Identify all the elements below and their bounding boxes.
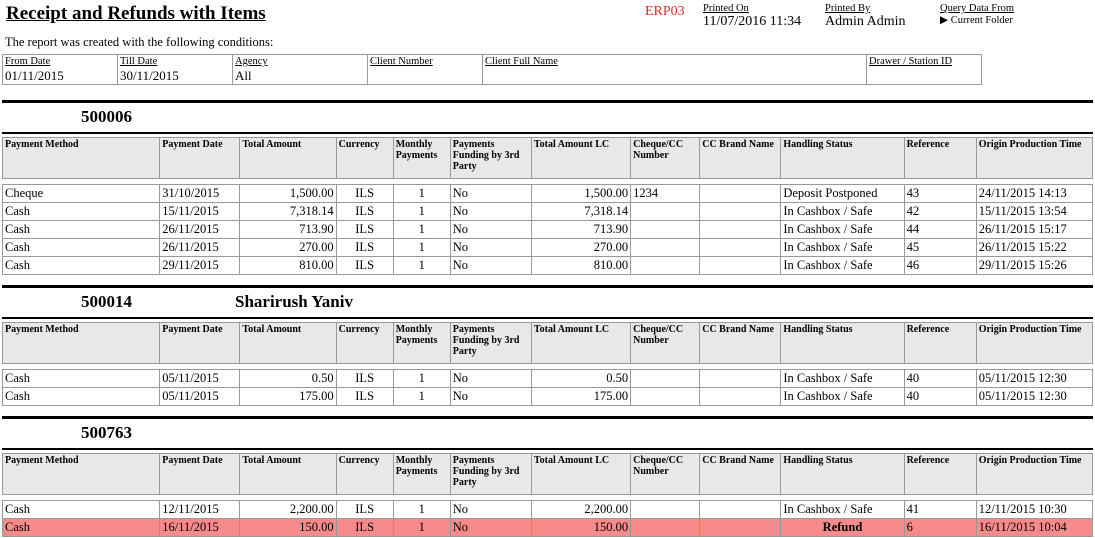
- table-cell: [700, 239, 781, 257]
- table-cell: 29/11/2015: [160, 257, 240, 275]
- column-header[interactable]: Total Amount: [240, 138, 336, 179]
- table-cell: 1: [393, 257, 450, 275]
- table-cell: Cheque: [3, 185, 160, 203]
- filter-client-number: [368, 55, 483, 84]
- table-header-row: [3, 138, 1093, 179]
- column-header[interactable]: Handling Status: [781, 138, 904, 179]
- column-header[interactable]: Reference: [904, 454, 976, 495]
- table-cell: 175.00: [531, 388, 630, 406]
- table-cell: Cash: [3, 257, 160, 275]
- table-cell: 1: [393, 519, 450, 537]
- filter-value: 01/11/2015: [5, 68, 64, 83]
- table-cell: 44: [904, 221, 976, 239]
- table-cell: 43: [904, 185, 976, 203]
- table-cell: 270.00: [240, 239, 336, 257]
- column-header[interactable]: Total Amount LC: [531, 138, 630, 179]
- table-cell: ILS: [336, 370, 393, 388]
- printed-by: [825, 3, 906, 30]
- table-row[interactable]: [3, 239, 1093, 257]
- client-group-500763: [2, 416, 1093, 534]
- column-header[interactable]: CC Brand Name: [700, 138, 781, 179]
- table-cell: Cash: [3, 388, 160, 406]
- table-cell: Cash: [3, 239, 160, 257]
- table-cell: 1: [393, 388, 450, 406]
- column-header[interactable]: CC Brand Name: [700, 323, 781, 364]
- column-header[interactable]: Payments Funding by 3rd Party: [450, 454, 531, 495]
- table-cell: In Cashbox / Safe: [781, 388, 904, 406]
- filter-label: Drawer / Station ID: [869, 56, 953, 67]
- table-cell: [631, 203, 700, 221]
- table-cell: Deposit Postponed: [781, 185, 904, 203]
- table-cell: 1: [393, 370, 450, 388]
- table-cell: [631, 221, 700, 239]
- column-header[interactable]: Reference: [904, 138, 976, 179]
- table-cell: 175.00: [240, 388, 336, 406]
- table-cell: ILS: [336, 257, 393, 275]
- table-cell: ILS: [336, 221, 393, 239]
- table-cell: No: [450, 239, 531, 257]
- query-value[interactable]: ▶ Current Folder: [940, 15, 1013, 26]
- group-divider: [2, 416, 1093, 419]
- group-header-rule: [2, 448, 1093, 450]
- table-cell: [700, 519, 781, 537]
- filter-drawer-station: [867, 55, 981, 84]
- table-cell: 150.00: [240, 519, 336, 537]
- table-cell: 26/11/2015 15:22: [976, 239, 1092, 257]
- table-cell: In Cashbox / Safe: [781, 221, 904, 239]
- filter-label: Client Full Name: [485, 56, 558, 67]
- table-row[interactable]: [3, 519, 1093, 537]
- table-cell: [700, 221, 781, 239]
- table-cell: [631, 239, 700, 257]
- column-header[interactable]: Handling Status: [781, 454, 904, 495]
- table-cell: 1,500.00: [531, 185, 630, 203]
- column-header[interactable]: Cheque/CC Number: [631, 323, 700, 364]
- query-label: Query Data From: [940, 3, 1015, 14]
- table-cell: 40: [904, 388, 976, 406]
- table-cell: 46: [904, 257, 976, 275]
- table-cell: 31/10/2015: [160, 185, 240, 203]
- column-header[interactable]: Origin Production Time: [976, 454, 1092, 495]
- table-row[interactable]: [3, 257, 1093, 275]
- column-header[interactable]: Total Amount: [240, 454, 336, 495]
- filter-bar: [2, 54, 982, 85]
- column-header[interactable]: Payment Method: [3, 138, 160, 179]
- table-cell: [631, 519, 700, 537]
- table-cell: [631, 257, 700, 275]
- table-cell: No: [450, 388, 531, 406]
- table-cell: ILS: [336, 185, 393, 203]
- filter-client-full-name: [483, 55, 867, 84]
- table-cell: 45: [904, 239, 976, 257]
- filter-value: 30/11/2015: [120, 68, 179, 83]
- table-row[interactable]: [3, 501, 1093, 519]
- table-cell: Refund: [781, 519, 904, 537]
- table-cell: 16/11/2015 10:04: [976, 519, 1092, 537]
- column-header[interactable]: Handling Status: [781, 323, 904, 364]
- table-row[interactable]: [3, 203, 1093, 221]
- table-cell: 713.90: [531, 221, 630, 239]
- table-cell: 26/11/2015 15:17: [976, 221, 1092, 239]
- filter-from-date: [3, 55, 118, 84]
- table-cell: 12/11/2015 10:30: [976, 501, 1092, 519]
- group-header-rule: [2, 317, 1093, 319]
- table-cell: 1: [393, 501, 450, 519]
- client-group-500006: [2, 100, 1093, 272]
- column-header[interactable]: CC Brand Name: [700, 454, 781, 495]
- table-cell: No: [450, 203, 531, 221]
- table-cell: 15/11/2015: [160, 203, 240, 221]
- table-cell: [700, 203, 781, 221]
- table-header-row: [3, 454, 1093, 495]
- table-cell: 05/11/2015: [160, 388, 240, 406]
- items-table: [2, 137, 1093, 275]
- items-table: [2, 453, 1093, 537]
- column-header[interactable]: Payments Funding by 3rd Party: [450, 138, 531, 179]
- column-header[interactable]: Payment Date: [160, 138, 240, 179]
- printed-on: [703, 3, 801, 30]
- table-cell: ILS: [336, 519, 393, 537]
- column-header[interactable]: Reference: [904, 323, 976, 364]
- report-code: ERP03: [645, 4, 685, 19]
- table-cell: ILS: [336, 388, 393, 406]
- column-header[interactable]: Total Amount: [240, 323, 336, 364]
- table-cell: No: [450, 370, 531, 388]
- column-header[interactable]: Payments Funding by 3rd Party: [450, 323, 531, 364]
- table-cell: 26/11/2015: [160, 221, 240, 239]
- column-header[interactable]: Payment Method: [3, 323, 160, 364]
- column-header[interactable]: Monthly Payments: [393, 138, 450, 179]
- table-cell: 05/11/2015: [160, 370, 240, 388]
- client-number: 500006: [81, 107, 132, 126]
- table-cell: ILS: [336, 203, 393, 221]
- client-number: 500014: [81, 292, 132, 311]
- column-header[interactable]: Currency: [336, 138, 393, 179]
- table-cell: Cash: [3, 221, 160, 239]
- table-cell: Cash: [3, 370, 160, 388]
- table-cell: 7,318.14: [531, 203, 630, 221]
- column-header[interactable]: Cheque/CC Number: [631, 138, 700, 179]
- table-cell: 0.50: [240, 370, 336, 388]
- column-header[interactable]: Payment Method: [3, 454, 160, 495]
- table-cell: 16/11/2015: [160, 519, 240, 537]
- table-cell: [700, 501, 781, 519]
- column-header[interactable]: Currency: [336, 323, 393, 364]
- client-group-500014: [2, 285, 1093, 403]
- table-cell: 1: [393, 185, 450, 203]
- table-cell: 0.50: [531, 370, 630, 388]
- table-cell: No: [450, 221, 531, 239]
- table-cell: Cash: [3, 203, 160, 221]
- table-row[interactable]: [3, 370, 1093, 388]
- client-name: Sharirush Yaniv: [235, 292, 353, 311]
- table-row[interactable]: [3, 185, 1093, 203]
- group-divider: [2, 285, 1093, 288]
- table-cell: In Cashbox / Safe: [781, 370, 904, 388]
- group-divider: [2, 100, 1093, 103]
- table-cell: Cash: [3, 519, 160, 537]
- table-cell: In Cashbox / Safe: [781, 239, 904, 257]
- table-cell: No: [450, 519, 531, 537]
- table-cell: 810.00: [531, 257, 630, 275]
- column-header[interactable]: Monthly Payments: [393, 454, 450, 495]
- table-cell: In Cashbox / Safe: [781, 257, 904, 275]
- column-header[interactable]: Payment Date: [160, 454, 240, 495]
- filter-label: Till Date: [120, 56, 158, 67]
- table-cell: 42: [904, 203, 976, 221]
- table-cell: [700, 257, 781, 275]
- table-cell: 2,200.00: [531, 501, 630, 519]
- table-cell: 12/11/2015: [160, 501, 240, 519]
- table-cell: 41: [904, 501, 976, 519]
- report-title: Receipt and Refunds with Items: [6, 3, 266, 24]
- table-cell: 1: [393, 203, 450, 221]
- table-cell: 1,500.00: [240, 185, 336, 203]
- table-cell: 1: [393, 239, 450, 257]
- table-cell: No: [450, 185, 531, 203]
- table-cell: 150.00: [531, 519, 630, 537]
- table-cell: 7,318.14: [240, 203, 336, 221]
- column-header[interactable]: Total Amount LC: [531, 323, 630, 364]
- table-row[interactable]: [3, 221, 1093, 239]
- table-cell: ILS: [336, 501, 393, 519]
- query-from: [940, 3, 1014, 26]
- table-cell: ILS: [336, 239, 393, 257]
- table-cell: [700, 388, 781, 406]
- table-cell: 1: [393, 221, 450, 239]
- table-cell: [700, 185, 781, 203]
- filter-label: Agency: [235, 56, 268, 67]
- table-cell: 2,200.00: [240, 501, 336, 519]
- printed-by-value: Admin Admin: [825, 14, 906, 29]
- column-header[interactable]: Payment Date: [160, 323, 240, 364]
- table-header-row: [3, 323, 1093, 364]
- column-header[interactable]: Cheque/CC Number: [631, 454, 700, 495]
- table-cell: Cash: [3, 501, 160, 519]
- table-cell: 26/11/2015: [160, 239, 240, 257]
- filter-agency: [233, 55, 368, 84]
- table-cell: No: [450, 501, 531, 519]
- table-cell: 15/11/2015 13:54: [976, 203, 1092, 221]
- items-table: [2, 322, 1093, 406]
- printed-by-label: Printed By: [825, 3, 871, 14]
- filter-value: All: [235, 68, 252, 83]
- table-row[interactable]: [3, 388, 1093, 406]
- column-header[interactable]: Currency: [336, 454, 393, 495]
- printed-on-value: 11/07/2016 11:34: [703, 14, 802, 29]
- table-cell: [631, 370, 700, 388]
- table-cell: 6: [904, 519, 976, 537]
- conditions-text: The report was created with the following conditions:: [5, 35, 274, 49]
- table-cell: 40: [904, 370, 976, 388]
- table-cell: No: [450, 257, 531, 275]
- group-header-rule: [2, 132, 1093, 134]
- column-header[interactable]: Total Amount LC: [531, 454, 630, 495]
- table-cell: 05/11/2015 12:30: [976, 370, 1092, 388]
- table-cell: In Cashbox / Safe: [781, 203, 904, 221]
- table-cell: [631, 501, 700, 519]
- client-number: 500763: [81, 423, 132, 442]
- column-header[interactable]: Monthly Payments: [393, 323, 450, 364]
- filter-label: Client Number: [370, 56, 433, 67]
- filter-label: From Date: [5, 56, 51, 67]
- table-cell: 270.00: [531, 239, 630, 257]
- table-cell: 05/11/2015 12:30: [976, 388, 1092, 406]
- column-header[interactable]: Origin Production Time: [976, 323, 1092, 364]
- table-cell: 713.90: [240, 221, 336, 239]
- table-cell: 810.00: [240, 257, 336, 275]
- table-cell: 1234: [631, 185, 700, 203]
- filter-till-date: [118, 55, 233, 84]
- table-cell: In Cashbox / Safe: [781, 501, 904, 519]
- table-cell: [631, 388, 700, 406]
- table-cell: 24/11/2015 14:13: [976, 185, 1092, 203]
- printed-on-label: Printed On: [703, 3, 749, 14]
- table-cell: 29/11/2015 15:26: [976, 257, 1092, 275]
- table-cell: [700, 370, 781, 388]
- column-header[interactable]: Origin Production Time: [976, 138, 1092, 179]
